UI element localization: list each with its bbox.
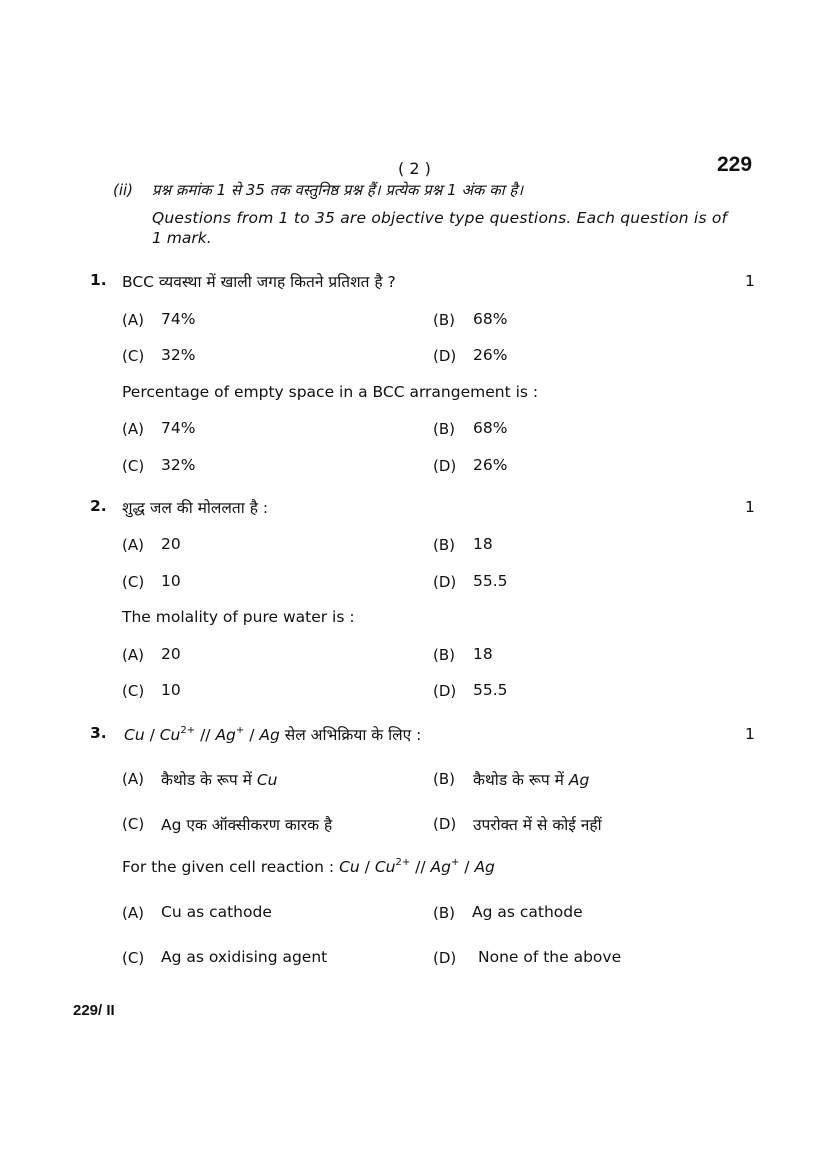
q2-en-option-c-text: 10 bbox=[161, 681, 181, 699]
question-number-3: 3. bbox=[90, 724, 107, 742]
q3-hi-option-a-label: (A) bbox=[122, 770, 144, 788]
q2-en-option-a-label: (A) bbox=[122, 646, 144, 664]
question-2-hindi-text: शुद्ध जल की मोललता है : bbox=[122, 499, 269, 517]
en-cell-ag1: Ag bbox=[430, 858, 451, 876]
q3-hi-option-b-label: (B) bbox=[433, 770, 455, 788]
cell-ag1-charge: + bbox=[235, 725, 245, 736]
en-cell-ag2: Ag bbox=[474, 858, 495, 876]
cell-cu2-charge: 2+ bbox=[180, 725, 196, 736]
q1-hi-option-b-label: (B) bbox=[433, 311, 455, 329]
q2-en-option-d-label: (D) bbox=[433, 682, 457, 700]
en-cell-cu2: Cu bbox=[374, 858, 396, 876]
q3-hi-option-c-text: Ag एक ऑक्सीकरण कारक है bbox=[161, 816, 333, 834]
question-number-2: 2. bbox=[90, 497, 107, 515]
q1-en-option-d-label: (D) bbox=[433, 457, 457, 475]
q3-hi-option-a-italic: Cu bbox=[256, 771, 278, 789]
q2-hi-option-d-label: (D) bbox=[433, 573, 457, 591]
q1-en-option-c-label: (C) bbox=[122, 457, 145, 475]
question-2-english-text: The molality of pure water is : bbox=[122, 608, 355, 626]
instruction-label: (ii) bbox=[113, 181, 134, 199]
q2-en-option-d-text: 55.5 bbox=[473, 681, 508, 699]
question-1-hindi-text: BCC व्यवस्था में खाली जगह कितने प्रतिशत है ? bbox=[122, 273, 396, 291]
q1-hi-option-d-text: 26% bbox=[473, 346, 508, 364]
question-1-marks: 1 bbox=[745, 272, 755, 290]
cell-cu2: Cu bbox=[159, 726, 181, 744]
en-cell-ag1-charge: + bbox=[450, 857, 460, 868]
q3-hi-option-b-prefix: कैथोड के रूप में bbox=[473, 771, 569, 789]
q1-en-option-a-text: 74% bbox=[161, 419, 196, 437]
q2-hi-option-b-text: 18 bbox=[473, 535, 493, 553]
paper-code: 229 bbox=[717, 153, 753, 176]
cell-ag2: Ag bbox=[259, 726, 280, 744]
instruction-english-line1: Questions from 1 to 35 are objective type questions. Each question is of bbox=[152, 209, 728, 227]
q3-en-option-c-label: (C) bbox=[122, 949, 145, 967]
q3-en-option-d-text: None of the above bbox=[478, 948, 622, 966]
q2-hi-option-b-label: (B) bbox=[433, 536, 455, 554]
en-cell-sep1: / bbox=[359, 858, 375, 876]
instruction-hindi: प्रश्न क्रमांक 1 से 35 तक वस्तुनिष्ठ प्रश्न हैं। प्रत्येक प्रश्न 1 अंक का है। bbox=[152, 181, 524, 199]
question-3-hindi-suffix: सेल अभिक्रिया के लिए : bbox=[279, 726, 422, 744]
en-cell-cu2-charge: 2+ bbox=[395, 857, 411, 868]
q3-hi-option-d-text: उपरोक्त में से कोई नहीं bbox=[473, 816, 602, 834]
q3-en-option-b-text: Ag as cathode bbox=[472, 903, 583, 921]
q3-hi-option-b-text bbox=[473, 768, 589, 790]
q2-hi-option-c-text: 10 bbox=[161, 572, 181, 590]
cell-bridge: // bbox=[195, 726, 216, 744]
q1-en-option-d-text: 26% bbox=[473, 456, 508, 474]
q1-hi-option-c-text: 32% bbox=[161, 346, 196, 364]
q3-en-option-a-label: (A) bbox=[122, 904, 144, 922]
q2-hi-option-d-text: 55.5 bbox=[473, 572, 508, 590]
question-3-english-prefix: For the given cell reaction : bbox=[122, 858, 340, 876]
q3-en-option-a-text: Cu as cathode bbox=[161, 903, 272, 921]
q3-en-option-b-label: (B) bbox=[433, 904, 455, 922]
q3-hi-option-a-text bbox=[161, 768, 278, 790]
q3-en-option-c-text: Ag as oxidising agent bbox=[161, 948, 328, 966]
question-3-hindi-text bbox=[124, 723, 421, 745]
q1-hi-option-d-label: (D) bbox=[433, 347, 457, 365]
en-cell-bridge: // bbox=[410, 858, 431, 876]
footer-paper-code: 229/ II bbox=[73, 1002, 115, 1019]
q1-en-option-c-text: 32% bbox=[161, 456, 196, 474]
q2-hi-option-a-text: 20 bbox=[161, 535, 181, 553]
page-number: ( 2 ) bbox=[398, 159, 431, 178]
q1-en-option-a-label: (A) bbox=[122, 420, 144, 438]
question-3-english-text bbox=[122, 858, 495, 876]
q3-hi-option-b-italic: Ag bbox=[568, 771, 590, 789]
q2-hi-option-c-label: (C) bbox=[122, 573, 145, 591]
instruction-english-line2: 1 mark. bbox=[152, 229, 212, 247]
q3-en-option-d-label: (D) bbox=[433, 949, 457, 967]
cell-sep2: / bbox=[244, 726, 260, 744]
q1-hi-option-a-label: (A) bbox=[122, 311, 144, 329]
question-3-marks: 1 bbox=[745, 725, 755, 743]
q1-en-option-b-text: 68% bbox=[473, 419, 508, 437]
question-1-english-text: Percentage of empty space in a BCC arrangement is : bbox=[122, 383, 539, 401]
cell-cu: Cu bbox=[124, 726, 145, 744]
question-number-1: 1. bbox=[90, 271, 107, 289]
q1-en-option-b-label: (B) bbox=[433, 420, 455, 438]
cell-sep1: / bbox=[144, 726, 160, 744]
q3-hi-option-c-label: (C) bbox=[122, 815, 145, 833]
q1-hi-option-a-text: 74% bbox=[161, 310, 196, 328]
q1-hi-option-b-text: 68% bbox=[473, 310, 508, 328]
q2-en-option-b-label: (B) bbox=[433, 646, 455, 664]
q2-hi-option-a-label: (A) bbox=[122, 536, 144, 554]
q2-en-option-a-text: 20 bbox=[161, 645, 181, 663]
q3-hi-option-a-prefix: कैथोड के रूप में bbox=[161, 771, 257, 789]
en-cell-cu: Cu bbox=[339, 858, 360, 876]
q1-hi-option-c-label: (C) bbox=[122, 347, 145, 365]
question-2-marks: 1 bbox=[745, 498, 755, 516]
q3-hi-option-d-label: (D) bbox=[433, 815, 457, 833]
cell-ag1: Ag bbox=[215, 726, 236, 744]
en-cell-sep2: / bbox=[459, 858, 475, 876]
q2-en-option-b-text: 18 bbox=[473, 645, 493, 663]
q2-en-option-c-label: (C) bbox=[122, 682, 145, 700]
